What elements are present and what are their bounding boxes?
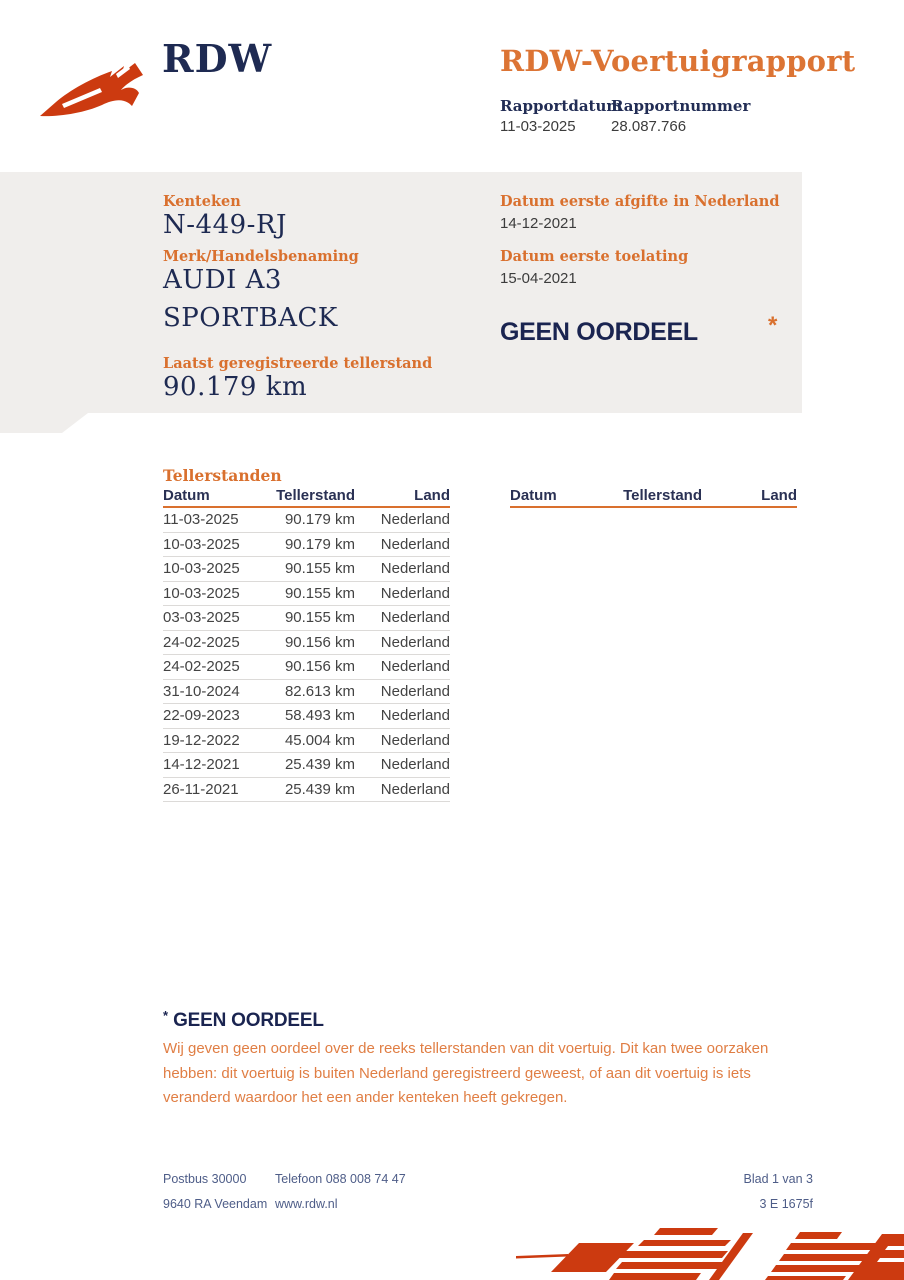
table-cell: Nederland xyxy=(380,560,450,578)
table-row xyxy=(163,680,450,705)
table-cell: Nederland xyxy=(380,731,450,749)
table-cell: 22-09-2023 xyxy=(163,707,240,725)
table-cell: Nederland xyxy=(380,535,450,553)
footer-page-number: Blad 1 van 3 xyxy=(743,1172,813,1186)
verdict-asterisk: * xyxy=(768,312,778,339)
column-header: Datum xyxy=(510,487,557,504)
footer-doc-code: 3 E 1675f xyxy=(759,1197,813,1211)
footnote-heading xyxy=(163,1008,324,1032)
column-header: Land xyxy=(761,487,797,504)
table-cell: 90.179 km xyxy=(284,511,355,529)
table-header-row xyxy=(163,488,450,508)
first-admission-date-label: Datum eerste toelating xyxy=(500,248,689,265)
table-cell: 25.439 km xyxy=(284,756,355,774)
table-cell: 11-03-2025 xyxy=(163,511,239,529)
table-cell: 24-02-2025 xyxy=(163,658,240,676)
speed-lines-graphic xyxy=(500,1228,904,1280)
table-cell: 10-03-2025 xyxy=(163,584,240,602)
table-row xyxy=(163,704,450,729)
table-row xyxy=(163,753,450,778)
table-row xyxy=(163,631,450,656)
table-cell: Nederland xyxy=(380,707,450,725)
table-cell: 10-03-2025 xyxy=(163,560,240,578)
vehicle-summary-panel xyxy=(0,172,802,433)
first-issue-date-label: Datum eerste afgifte in Nederland xyxy=(500,193,780,210)
column-header: Tellerstand xyxy=(623,487,702,504)
report-number-label: Rapportnummer xyxy=(611,97,751,115)
table-cell: 45.004 km xyxy=(284,731,355,749)
merk-value-line2: SPORTBACK xyxy=(163,303,338,333)
table-row xyxy=(163,533,450,558)
table-cell: 82.613 km xyxy=(284,682,355,700)
table-cell: 10-03-2025 xyxy=(163,535,240,553)
report-number-value: 28.087.766 xyxy=(611,118,687,135)
odometer-table-left xyxy=(163,488,450,802)
column-header: Datum xyxy=(163,487,210,504)
table-cell: Nederland xyxy=(380,609,450,627)
footer-city: 9640 RA Veendam xyxy=(163,1197,268,1211)
footer-phone: Telefoon 088 008 74 47 xyxy=(275,1172,406,1186)
table-cell: Nederland xyxy=(380,756,450,774)
table-cell: 19-12-2022 xyxy=(163,731,240,749)
table-cell: 25.439 km xyxy=(284,780,355,798)
odometer-section-title: Tellerstanden xyxy=(163,466,282,485)
table-row xyxy=(163,557,450,582)
table-cell: Nederland xyxy=(380,633,450,651)
table-row xyxy=(163,729,450,754)
footnote-heading-text: GEEN OORDEEL xyxy=(173,1010,324,1031)
table-cell: 26-11-2021 xyxy=(163,780,239,798)
footnote-body-text: Wij geven geen oordeel over de reeks tellerstanden van dit voertuig. Dit kan twee oorzaken hebben: dit voertuig is buiten Nederland geregistreerd geweest, of aan dit voertuig is iets veranderd waardoor het een ander kenteken heeft gekregen. xyxy=(163,1040,769,1106)
table-cell: 14-12-2021 xyxy=(163,756,240,774)
report-date-label: Rapportdatum xyxy=(500,97,623,115)
table-cell: 90.155 km xyxy=(284,584,355,602)
table-cell: 90.155 km xyxy=(284,609,355,627)
table-row xyxy=(163,606,450,631)
table-cell: 90.156 km xyxy=(284,658,355,676)
table-cell: Nederland xyxy=(380,658,450,676)
table-cell: 58.493 km xyxy=(284,707,355,725)
table-cell: Nederland xyxy=(380,780,450,798)
kenteken-label: Kenteken xyxy=(163,193,241,210)
table-cell: 90.179 km xyxy=(284,535,355,553)
rdw-logo-text: RDW xyxy=(162,36,273,81)
table-row xyxy=(163,655,450,680)
page-title: RDW-Voertuigrapport xyxy=(500,44,856,78)
last-odometer-value: 90.179 km xyxy=(163,372,308,402)
table-cell: 03-03-2025 xyxy=(163,609,240,627)
table-cell: 90.156 km xyxy=(284,633,355,651)
rdw-feather-logo-icon xyxy=(36,52,158,120)
column-header: Land xyxy=(414,487,450,504)
first-admission-date-value: 15-04-2021 xyxy=(500,270,577,287)
kenteken-value: N-449-RJ xyxy=(163,210,287,240)
footnote-asterisk: * xyxy=(163,1008,169,1023)
merk-value-line1: AUDI A3 xyxy=(163,265,282,295)
table-row xyxy=(163,582,450,607)
verdict-text: GEEN OORDEEL xyxy=(500,318,698,346)
table-cell: Nederland xyxy=(380,682,450,700)
merk-label: Merk/Handelsbenaming xyxy=(163,248,359,265)
table-row xyxy=(163,778,450,803)
first-issue-date-value: 14-12-2021 xyxy=(500,215,577,232)
footer-website[interactable]: www.rdw.nl xyxy=(275,1197,338,1211)
column-header: Tellerstand xyxy=(276,487,355,504)
report-date-value: 11-03-2025 xyxy=(500,118,576,135)
table-cell: 24-02-2025 xyxy=(163,633,240,651)
odometer-table-right xyxy=(510,488,797,508)
footer-postbus: Postbus 30000 xyxy=(163,1172,247,1186)
table-cell: 90.155 km xyxy=(284,560,355,578)
table-row xyxy=(163,508,450,533)
last-odometer-label: Laatst geregistreerde tellerstand xyxy=(163,355,433,372)
table-header-row xyxy=(510,488,797,508)
table-cell: 31-10-2024 xyxy=(163,682,240,700)
table-cell: Nederland xyxy=(380,511,450,529)
table-cell: Nederland xyxy=(380,584,450,602)
